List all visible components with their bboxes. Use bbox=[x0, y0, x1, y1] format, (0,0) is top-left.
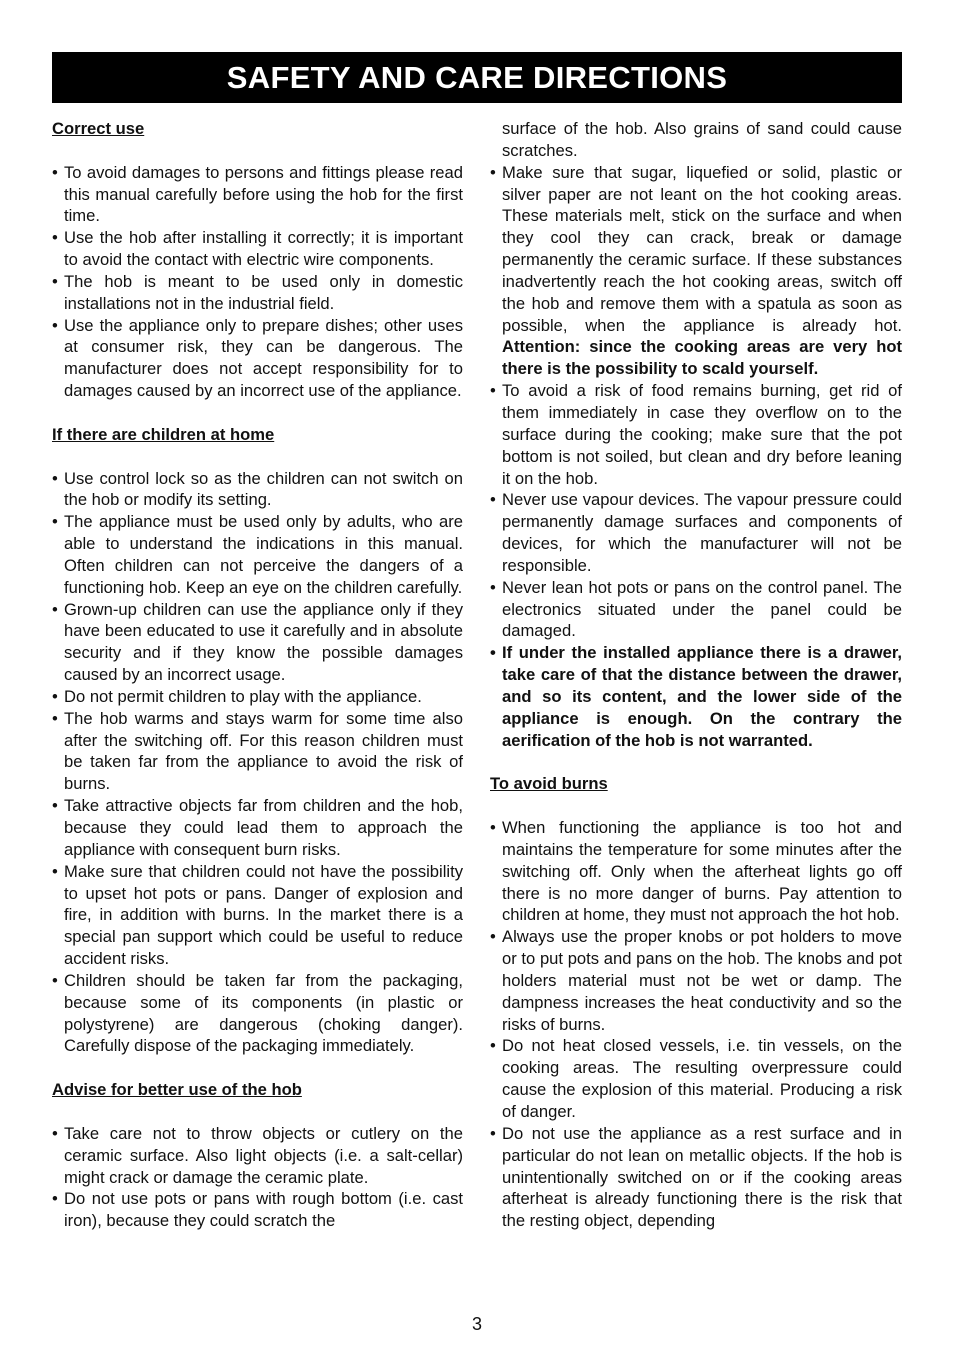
list-item: • Never lean hot pots or pans on the control panel. The electronics situated under the panel could be damaged. bbox=[490, 577, 902, 643]
attention-note: Attention: since the cooking areas are very hot there is the possibility to scald yourself. bbox=[502, 337, 902, 379]
section-heading-burns: To avoid burns bbox=[490, 774, 608, 794]
list-item: • The hob is meant to be used only in domestic installations not in the industrial field. bbox=[52, 271, 463, 315]
section-heading-correct-use: Correct use bbox=[52, 119, 145, 138]
section-heading-children: If there are children at home bbox=[52, 424, 275, 444]
left-column bbox=[52, 118, 463, 1232]
list-item: • Grown-up children can use the appliance only if they have been educated to use it carefully and in absolute security and if they know the possible damages caused by an incorrect usage. bbox=[52, 599, 463, 686]
list-item: • Always use the proper knobs or pot holders to move or to put pots and pans on the hob. The knobs and pot holders material must not be wet or damp. The dampness increases the heat conductivity and so the risks of burns. bbox=[490, 926, 902, 1035]
list-item bbox=[490, 162, 902, 380]
list-item: • Never use vapour devices. The vapour pressure could permanently damage surfaces and components of devices, for which the manufacturer will not be responsible. bbox=[490, 489, 902, 576]
burns-list bbox=[490, 817, 902, 1232]
list-item: • Do not use pots or pans with rough bottom (i.e. cast iron), because they could scratch the bbox=[52, 1188, 463, 1232]
list-item: • Take attractive objects far from children and the hob, because they could lead them to approach the appliance with consequent burn risks. bbox=[52, 795, 463, 861]
list-item: • Make sure that children could not have the possibility to upset hot pots or pans. Danger of explosion and fire, in addition with burns. In the market there is a special pan support which could be useful to reduce accident risks. bbox=[52, 861, 463, 970]
page-number: 3 bbox=[471, 1314, 482, 1334]
advise-list-continued bbox=[490, 118, 902, 751]
list-item: • Do not permit children to play with the appliance. bbox=[52, 686, 463, 708]
advise-list bbox=[52, 1123, 463, 1232]
sugar-warning-text: Make sure that sugar, liquefied or solid, plastic or silver paper are not leant on the hot cooking areas. These materials melt, stick on the surface and when they cool they can crack, break or damage permanently the ceramic surface. If these substances inadvertently reach the hot cooking areas, switch off the hob and remove them with a spatula as soon as possible, when the appliance is already hot. bbox=[502, 162, 902, 335]
list-item-continued: surface of the hob. Also grains of sand could cause scratches. bbox=[502, 119, 902, 160]
list-item: • To avoid a risk of food remains burning, get rid of them immediately in case they overflow on to the surface during the cooking; make sure that the pot bottom is not soiled, but clean and dry before leaning it on the hob. bbox=[490, 380, 902, 489]
correct-use-list bbox=[52, 162, 463, 402]
page-title: SAFETY AND CARE DIRECTIONS bbox=[52, 52, 902, 103]
list-item: • Do not heat closed vessels, i.e. tin vessels, on the cooking areas. The resulting overpressure could cause the explosion of this material. Producing a risk of danger. bbox=[490, 1035, 902, 1122]
list-item: • Use the appliance only to prepare dishes; other uses at consumer risk, they can be dangerous. The manufacturer does not accept responsibility for to damages caused by an incorrect use of the appliance. bbox=[52, 315, 463, 402]
list-item: • To avoid damages to persons and fittings please read this manual carefully before using the hob for the first time. bbox=[52, 162, 463, 228]
list-item: • Take care not to throw objects or cutlery on the ceramic surface. Also light objects (i.e. a salt-cellar) might crack or damage the ceramic plate. bbox=[52, 1123, 463, 1189]
list-item: • Use the hob after installing it correctly; it is important to avoid the contact with electric wire components. bbox=[52, 227, 463, 271]
right-column bbox=[490, 118, 902, 1232]
section-heading-advise: Advise for better use of the hob bbox=[52, 1080, 302, 1100]
list-item: • The hob warms and stays warm for some time also after the switching off. For this reason children must be taken far from the appliance to avoid the risk of burns. bbox=[52, 708, 463, 795]
list-item: • Do not use the appliance as a rest surface and in particular do not lean on metallic objects. If the hob is unintentionally switched on or if the cooking areas afterheat is already functioning there is the risk that the resting object, depending bbox=[490, 1123, 902, 1232]
list-item: • The appliance must be used only by adults, who are able to understand the indications in this manual. Often children can not perceive the dangers of a functioning hob. Keep an eye on the children carefully. bbox=[52, 511, 463, 598]
list-item: • Children should be taken far from the packaging, because some of its components (in plastic or polystyrene) are dangerous (choking danger). Carefully dispose of the packaging immediately. bbox=[52, 970, 463, 1057]
list-item: • When functioning the appliance is too hot and maintains the temperature for some minutes after the switching off. Only when the afterheat lights go off there is no more danger of burns. Pay attention to children at home, they must not approach the hot hob. bbox=[490, 817, 902, 926]
drawer-warning: • If under the installed appliance there is a drawer, take care of that the distance between the drawer, and so its content, and the lower side of the appliance is enough. On the contrary the aerification of the hob is not warranted. bbox=[490, 642, 902, 751]
list-item: • Use control lock so as the children can not switch on the hob or modify its setting. bbox=[52, 468, 463, 512]
children-list bbox=[52, 468, 463, 1058]
